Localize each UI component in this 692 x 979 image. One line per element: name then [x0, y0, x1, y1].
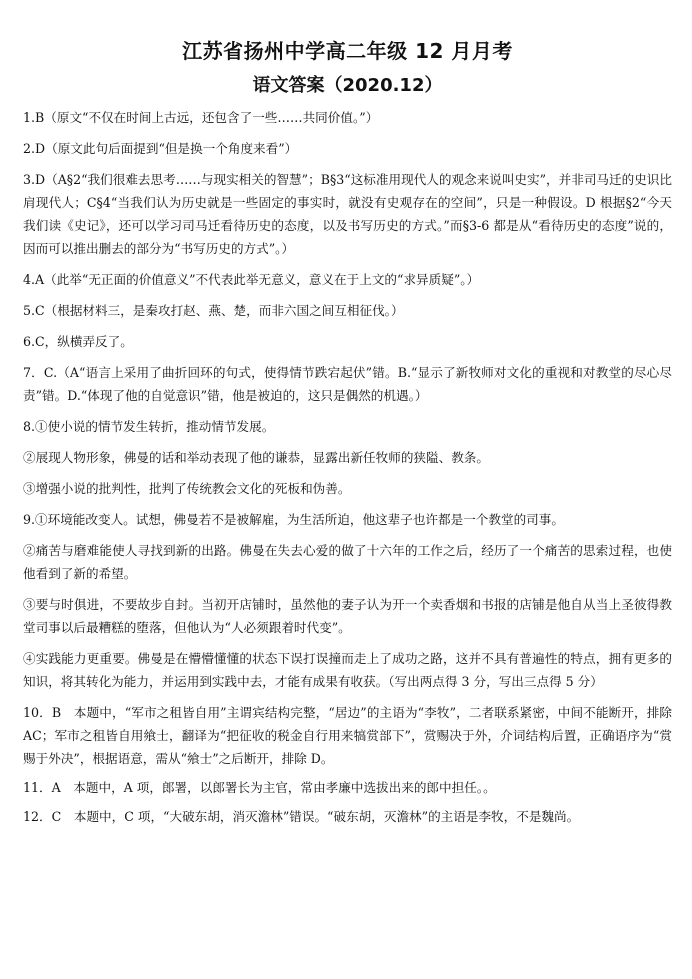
answer-8-point-2: ②展现人物形象，佛曼的话和举动表现了他的谦恭，显露出新任牧师的狭隘、教条。	[23, 450, 489, 465]
answer-7: 7．C.（A“语言上采用了曲折回环的句式，使得情节跌宕起伏”错。B.“显示了新牧师对文化的重视和对教堂的尽心尽责”错。D.“体现了他的自觉意识”错，他是被迫的，这只是偶然的机遇。）	[23, 365, 672, 403]
answer-5: 5.C（根据材料三，是秦攻打赵、燕、楚，而非六国之间互相征伐。）	[23, 303, 404, 318]
answer-6: 6.C，纵横弄反了。	[23, 334, 133, 349]
answer-1: 1.B（原文“不仅在时间上古远，还包含了一些……共同价值。”）	[23, 110, 379, 125]
answer-12: 12．C 本题中，C 项，“大破东胡，消灭澹林”错误。“破东胡，灭澹林”的主语是李牧，不是魏尚。	[23, 809, 580, 824]
answer-9-point-3: ③要与时俱进，不要故步自封。当初开店铺时，虽然他的妻子认为开一个卖香烟和书报的店铺是他自从当上圣彼得教堂司事以后最糟糕的堕落，但他认为“人必须跟着时代变”。	[23, 597, 672, 635]
answer-10: 10．B 本题中，“军市之租皆自用”主谓宾结构完整，“居边”的主语为“李牧”，二者联系紧密，中间不能断开，排除 AC；军市之租皆自用飨士，翻译为“把征收的税金自行用来犒赏部下”，赏赐决于外，介词结构后置，正确语序为“赏赐于外决”，根据语意，需从“飨士”之后断开，排除 D。	[23, 705, 672, 766]
answer-8-point-1: 8.①使小说的情节发生转折，推动情节发展。	[23, 419, 275, 434]
document-subtitle: 语文答案（2020.12）	[252, 75, 443, 96]
answer-2: 2.D（原文此句后面提到“但是换一个角度来看”）	[23, 141, 298, 156]
answer-11: 11．A 本题中，A 项，郎署，以郎署长为主官，常由孝廉中选拔出来的郎中担任。。	[23, 780, 496, 795]
document-title: 江苏省扬州中学高二年级 12 月月考	[182, 39, 513, 63]
answer-9-point-1: 9.①环境能改变人。试想，佛曼若不是被解雇，为生活所迫，他这辈子也许都是一个教堂的司事。	[23, 512, 564, 527]
answer-8-point-3: ③增强小说的批判性，批判了传统教会文化的死板和伪善。	[23, 481, 351, 496]
answer-9-point-4: ④实践能力更重要。佛曼是在懵懵懂懂的状态下误打误撞而走上了成功之路，这并不具有普遍性的特点，拥有更多的知识，将其转化为能力，并运用到实践中去，才能有成果有收获。（写出两点得 3 分，写出三点得 5 分）	[23, 651, 672, 689]
answer-3: 3.D（A§2“我们很难去思考……与现实相关的智慧”；B§3“这标准用现代人的观念来说叫史实”，并非司马迁的史识比肩现代人；C§4“当我们认为历史就是一些固定的事实时，就没有史观存在的空间”，只是一种假设。D 根据§2“今天我们读《史记》，还可以学习司马迁看待历史的态度，以及书写历史的方式。”而§3-6 都是从“看待历史的态度”说的，因而可以推出删去的部分为“书写历史的方式”。）	[23, 172, 672, 256]
answer-9-point-2: ②痛苦与磨难能使人寻找到新的出路。佛曼在失去心爱的做了十六年的工作之后，经历了一个痛苦的思索过程，也使他看到了新的希望。	[23, 543, 672, 581]
answer-4: 4.A（此举“无正面的价值意义”不代表此举无意义，意义在于上文的“求异质疑”。）	[23, 272, 480, 287]
